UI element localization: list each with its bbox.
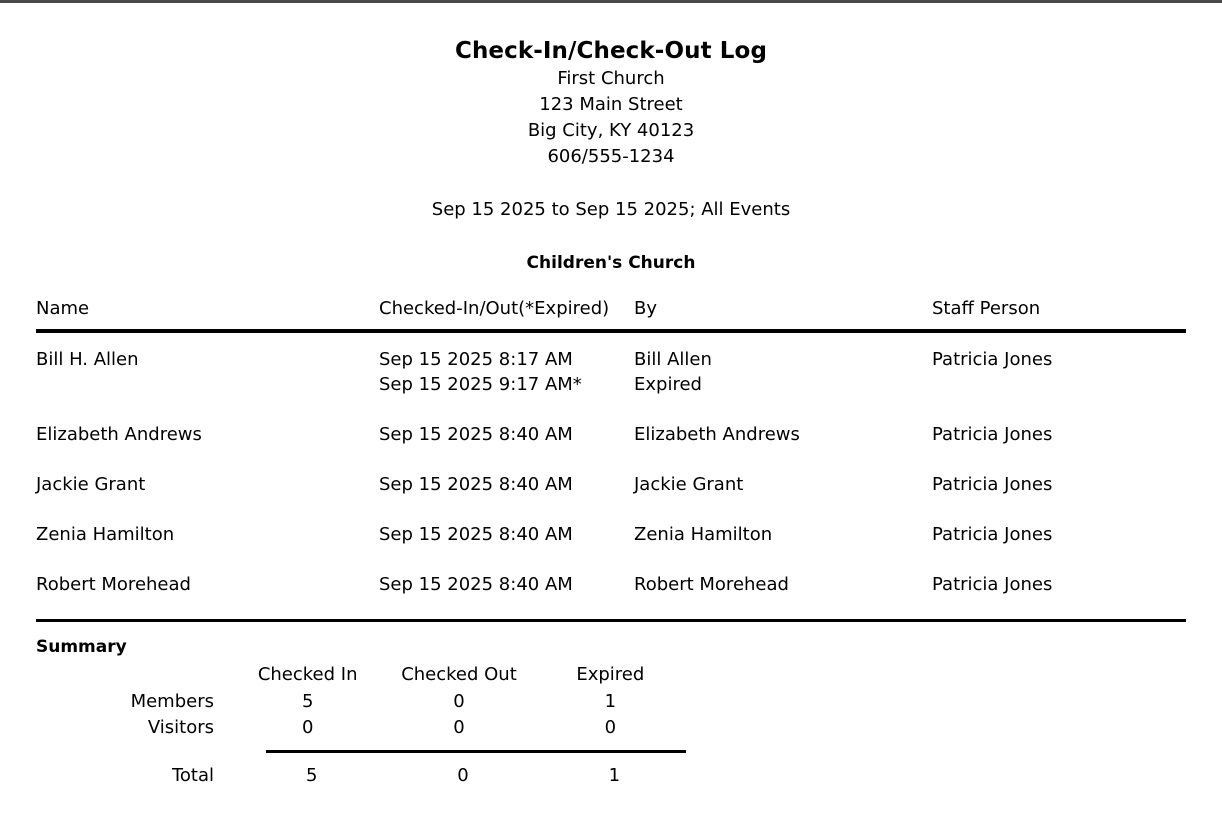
organization-name: First Church <box>557 68 665 89</box>
summary-total-checked-out: 0 <box>457 765 469 786</box>
summary-section <box>0 636 1222 789</box>
log-table-container <box>0 298 1222 597</box>
table-header-row <box>36 298 1186 331</box>
checked-in-time: Sep 15 2025 8:40 AM <box>379 474 573 495</box>
cell-by <box>634 572 932 597</box>
organization-phone: 606/555-1234 <box>547 146 675 167</box>
table-bottom-divider <box>36 619 1186 622</box>
summary-header-row <box>36 662 686 689</box>
summary-visitors-checked-in: 0 <box>301 717 314 738</box>
summary-total-divider-row <box>36 741 686 754</box>
page-title: Check-In/Check-Out Log <box>454 38 768 64</box>
cell-name: Robert Morehead <box>36 574 191 595</box>
summary-total-expired: 1 <box>608 765 621 786</box>
cell-name: Bill H. Allen <box>36 349 139 370</box>
cell-by <box>634 422 932 472</box>
table-row <box>36 522 1186 572</box>
summary-column-header-checked-out: Checked Out <box>401 664 517 685</box>
cell-staff-person: Patricia Jones <box>932 524 1053 545</box>
cell-checked-times <box>379 472 634 522</box>
column-header-by: By <box>634 298 658 319</box>
checked-in-by: Jackie Grant <box>634 474 744 495</box>
checked-in-by: Zenia Hamilton <box>634 524 773 545</box>
checked-in-time: Sep 15 2025 8:40 AM <box>379 524 573 545</box>
spacer-cell <box>36 331 379 347</box>
checked-in-by: Elizabeth Andrews <box>634 424 800 445</box>
checked-in-by: Bill Allen <box>634 349 712 370</box>
summary-members-checked-out: 0 <box>453 691 465 712</box>
organization-city-state-zip: Big City, KY 40123 <box>527 120 695 141</box>
spacer-cell <box>634 331 932 347</box>
summary-column-header-checked-in: Checked In <box>257 664 358 685</box>
checked-in-time: Sep 15 2025 8:17 AM <box>379 349 573 370</box>
summary-members-checked-in: 5 <box>301 691 314 712</box>
checked-out-by: Expired <box>634 374 702 395</box>
table-row <box>36 347 1186 422</box>
date-range-filter-line: Sep 15 2025 to Sep 15 2025; All Events <box>431 199 791 220</box>
column-header-name: Name <box>36 298 90 319</box>
summary-column-header-expired: Expired <box>576 664 645 685</box>
cell-checked-times <box>379 572 634 597</box>
cell-name: Jackie Grant <box>36 474 146 495</box>
summary-row-total <box>36 754 686 789</box>
summary-row-members <box>36 689 686 715</box>
log-table-header <box>36 298 1186 331</box>
summary-total-divider <box>266 750 686 753</box>
header-spacer-row <box>36 331 1186 347</box>
cell-staff-person: Patricia Jones <box>932 574 1053 595</box>
cell-staff-person: Patricia Jones <box>932 474 1053 495</box>
summary-rule-cell <box>232 741 686 754</box>
cell-by <box>634 472 932 522</box>
summary-total-checked-in: 5 <box>305 765 318 786</box>
summary-rule-spacer <box>36 741 232 754</box>
check-in-log-table <box>36 298 1186 597</box>
cell-checked-times <box>379 422 634 472</box>
checked-in-time: Sep 15 2025 8:40 AM <box>379 574 573 595</box>
summary-visitors-expired: 0 <box>604 717 617 738</box>
cell-name: Elizabeth Andrews <box>36 424 202 445</box>
summary-row-label: Visitors <box>147 717 214 738</box>
table-row <box>36 572 1186 597</box>
cell-checked-times <box>379 522 634 572</box>
summary-members-expired: 1 <box>604 691 617 712</box>
summary-table-body <box>36 689 686 789</box>
table-row <box>36 472 1186 522</box>
cell-checked-times <box>379 347 634 422</box>
checked-in-by: Robert Morehead <box>634 574 789 595</box>
document-header <box>0 0 1222 170</box>
summary-table-header <box>36 662 686 689</box>
summary-table <box>36 662 686 789</box>
column-header-checked-in-out: Checked-In/Out(*Expired) <box>379 298 610 319</box>
checked-out-time: Sep 15 2025 9:17 AM* <box>379 374 582 395</box>
cell-by <box>634 522 932 572</box>
spacer-cell <box>379 331 634 347</box>
cell-staff-person: Patricia Jones <box>932 349 1053 370</box>
event-section-title: Children's Church <box>526 253 696 273</box>
cell-staff-person: Patricia Jones <box>932 424 1053 445</box>
spacer-cell <box>932 331 1186 347</box>
organization-address: 123 Main Street <box>539 94 683 115</box>
summary-total-label: Total <box>171 765 214 786</box>
summary-heading: Summary <box>36 637 127 657</box>
table-row <box>36 422 1186 472</box>
summary-row-visitors <box>36 715 686 741</box>
log-table-body <box>36 331 1186 597</box>
column-header-staff-person: Staff Person <box>932 298 1041 319</box>
summary-visitors-checked-out: 0 <box>453 717 465 738</box>
cell-by <box>634 347 932 422</box>
summary-corner-cell <box>36 662 232 689</box>
checked-in-time: Sep 15 2025 8:40 AM <box>379 424 573 445</box>
summary-row-label: Members <box>130 691 214 712</box>
cell-name: Zenia Hamilton <box>36 524 175 545</box>
